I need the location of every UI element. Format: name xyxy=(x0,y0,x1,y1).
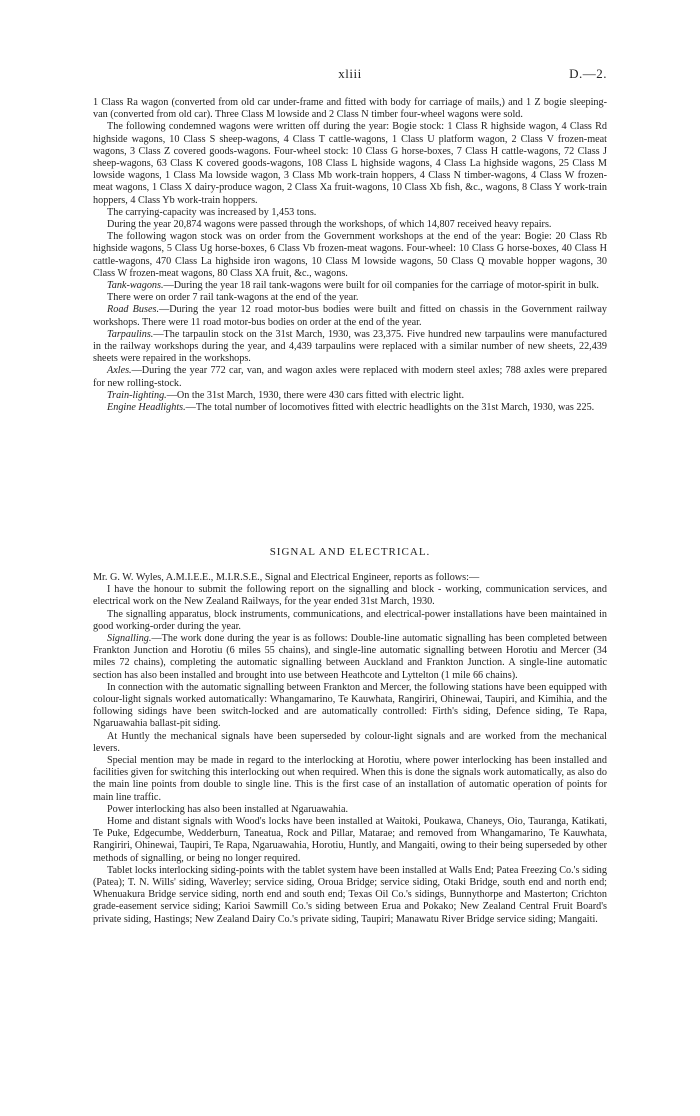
subheading: Axles. xyxy=(107,365,132,377)
wagon-stock-section xyxy=(93,97,607,414)
paragraph: Special mention may be made in regard to the interlocking at Horotiu, where power interlocking has been installed and facilities given for switching this interlocking out when required. When this is done the signals work automatically, as also do the main line points from double to single line. This is the first case of an installation of automatic operation of points for main line traffic. xyxy=(93,755,607,803)
signal-electrical-section xyxy=(93,572,607,926)
subheading: Engine Headlights. xyxy=(107,402,186,414)
paragraph: 1 Class Ra wagon (converted from old car under-frame and fitted with body for carriage of mails,) and 1 Z bogie sleeping-van (converted from old car). Three Class M lowside and 2 Class N timber four-wheel wagons were sold. xyxy=(93,97,607,121)
document-reference: D.—2. xyxy=(569,66,607,81)
subheading: Road Buses. xyxy=(107,304,159,316)
subheading: Tarpaulins. xyxy=(107,328,154,340)
paragraph xyxy=(93,329,607,366)
paragraph xyxy=(93,280,607,292)
subheading: Train-lighting. xyxy=(107,389,167,401)
subheading: Signalling. xyxy=(107,633,152,645)
subheading: Tank-wagons. xyxy=(107,280,164,292)
report-intro: Mr. G. W. Wyles, A.M.I.E.E., M.I.R.S.E., Signal and Electrical Engineer, reports as follows:— xyxy=(93,572,480,583)
paragraph: I have the honour to submit the following report on the signalling and block - working, communication services, and electrical work on the New Zealand Railways, for the year ended 31st March, 1930. xyxy=(93,584,607,608)
paragraph xyxy=(93,304,607,328)
paragraph: At Huntly the mechanical signals have been superseded by colour-light signals and are worked from the mechanical levers. xyxy=(93,730,607,754)
paragraph-text: —On the 31st March, 1930, there were 430 cars fitted with electric light. xyxy=(166,389,465,401)
paragraph-text: —The work done during the year is as follows: Double-line automatic signalling has been completed between Frankton Junction and Horotiu (6 miles 55 chains), and single-line automatic signalling between Horotiu and Mercer (34 miles 72 chains), completing the automatic signalling between Auckland and Frankton Junction. A single-line automatic section has also been installed and brought into use between Heathcote and Lyttelton (1 mile 66 chains). xyxy=(93,633,607,681)
paragraph-text: —The total number of locomotives fitted with electric headlights on the 31st March, 1930, was 225. xyxy=(185,402,595,414)
paragraph: The following wagon stock was on order from the Government workshops at the end of the year: Bogie: 20 Class Rb highside wagons, 5 Class Ug horse-boxes, 6 Class Vb frozen-meat wagons. Four-wheel: 10 Class G horse-boxes, 40 Class H cattle-wagons, 470 Class La highside iron wagons, 10 Class M lowside wagons, 50 Class Q movable hopper wagons, 30 Class W frozen-meat wagons, 80 Class XA fruit, &c., wagons. xyxy=(93,231,607,279)
paragraph xyxy=(93,365,607,389)
page-number: xliii xyxy=(338,66,362,81)
paragraph-text: —During the year 18 rail tank-wagons were built for oil companies for the carriage of motor-spirit in bulk. xyxy=(163,280,599,292)
paragraph-text: —The tarpaulin stock on the 31st March, 1930, was 23,375. Five hundred new tarpaulins were manufactured in the railway workshops during the year, and 4,439 tarpaulins were replaced with a similar number of new sheets, 22,439 sheets were repaired in the workshops. xyxy=(93,328,607,365)
paragraph-text: —During the year 772 car, van, and wagon axles were replaced with modern steel axles; 788 axles were prepared for new rolling-stock. xyxy=(93,365,607,389)
paragraph xyxy=(93,633,607,682)
paragraph xyxy=(93,402,607,414)
paragraph: There were on order 7 rail tank-wagons at the end of the year. xyxy=(107,292,359,304)
paragraph: The following condemned wagons were written off during the year: Bogie stock: 1 Class R highside wagon, 4 Class Rd highside wagons, 10 Class S sheep-wagons, 4 Class T cattle-wagons, 1 Class U platform wagon, 2 Class V frozen-meat wagons, 3 Class Z covered goods-wagons. Four-wheel stock: 10 Class G horse-boxes, 7 Class H cattle-wagons, 72 Class J sheep-wagons, 63 Class K covered goods-wagons, 108 Class L highside wagons, 4 Class La highside wagons, 25 Class M lowside wagons, 1 Class Ma lowside wagon, 3 Class Mb work-train hoppers, 4 Class N timber-wagons, 4 Class W frozen-meat wagons, 1 Class X dairy-produce wagon, 2 Class Xa fruit-wagons, 10 Class Xb fish, &c., wagons, 8 Class Y work-train hoppers, 4 Class Yb work-train hoppers. xyxy=(93,121,607,206)
paragraph: Home and distant signals with Wood's locks have been installed at Waitoki, Poukawa, Chaneys, Oio, Tauranga, Katikati, Te Puke, Edgecumbe, Wedderburn, Taneatua, Rock and Pillar, Matarae; and removed from Whangamarino, Te Kauwhata, Rangiriri, Ohinewai, Taupiri, Te Rapa, Ngaruawahia, Horotiu, Huntly, and Mangaiti, owing to their being superseded by other methods of signalling, or being no longer required. xyxy=(93,816,607,864)
paragraph: In connection with the automatic signalling between Frankton and Mercer, the following stations have been equipped with colour-light signals worked automatically: Whangamarino, Te Kauwhata, Rangiriri, Ohinewai, Taupiri, and Kimihia, and the following sidings have been switch-locked and are automatically controlled: Firth's siding, Defence siding, Te Rapa, Ngaruawahia ballast-pit siding. xyxy=(93,681,607,730)
section-title: SIGNAL AND ELECTRICAL. xyxy=(269,546,431,558)
paragraph: During the year 20,874 wagons were passed through the workshops, of which 14,807 received heavy repairs. xyxy=(107,219,552,231)
paragraph: Tablet locks interlocking siding-points with the tablet system have been installed at Walls End; Patea Freezing Co.'s siding (Patea); T. N. Wills' siding, Waverley; service siding, Oroua Bridge; service siding, Otaki Bridge, south end and north end; Whenuakura Bridge service siding, north end and south end; Texas Oil Co.'s sidings, Bunnythorpe and Masterton; Crichton grade-easement service siding; Karioi Sawmill Co.'s siding between Erua and Pokako; New Zealand Central Fruit Board's private siding, Hastings; New Zealand Dairy Co.'s private siding, Taupiri; Manawatu River Bridge service siding; Mangaiti. xyxy=(93,864,607,925)
paragraph-text: —During the year 12 road motor-bus bodies were built and fitted on chassis in the Government railway workshops. There were 11 road motor-bus bodies on order at the end of the year. xyxy=(93,304,607,328)
paragraph: Power interlocking has also been installed at Ngaruawahia. xyxy=(107,803,349,815)
paragraph: The signalling apparatus, block instruments, communications, and electrical-power installations have been maintained in good working-order during the year. xyxy=(93,608,607,632)
paragraph: The carrying-capacity was increased by 1,453 tons. xyxy=(107,206,317,218)
paragraph xyxy=(93,390,607,402)
